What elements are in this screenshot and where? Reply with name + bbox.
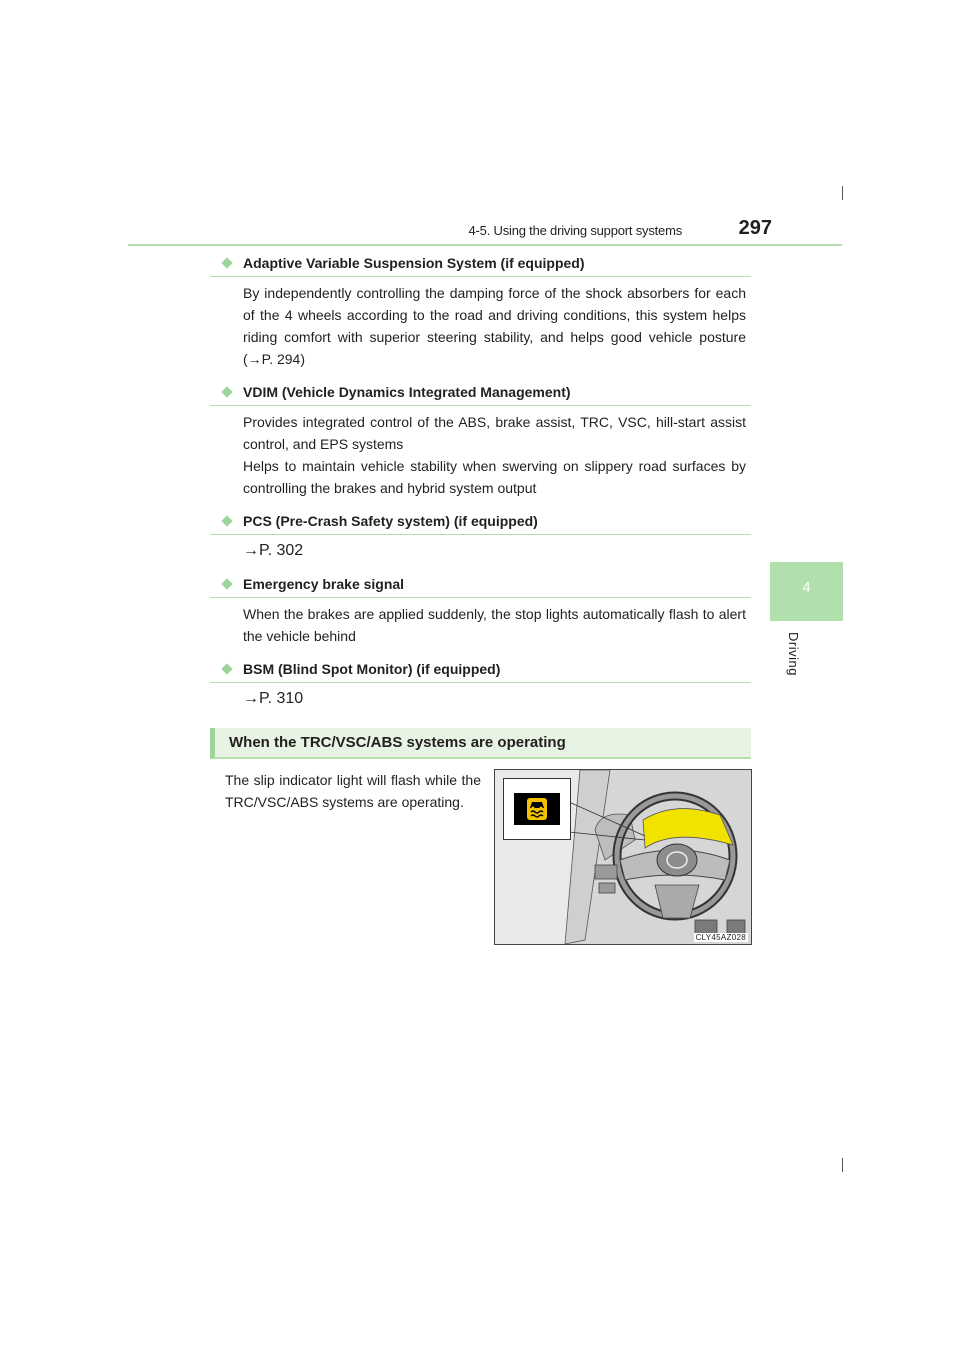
feature-description xyxy=(210,411,751,499)
feature-item xyxy=(210,508,751,562)
feature-heading xyxy=(210,571,751,598)
header-rule xyxy=(128,244,842,246)
crop-mark-top xyxy=(842,186,843,200)
figure-code: CLY45AZ028 xyxy=(695,933,746,942)
feature-heading xyxy=(210,379,751,406)
chapter-number: 4 xyxy=(802,579,811,596)
page-header xyxy=(128,214,842,246)
feature-heading-text: BSM (Blind Spot Monitor) (if equipped) xyxy=(243,661,501,677)
diamond-bullet-icon xyxy=(221,663,232,674)
section-title: 4-5. Using the driving support systems xyxy=(468,223,682,238)
crop-mark-bottom xyxy=(842,1158,843,1172)
section-heading: When the TRC/VSC/ABS systems are operating xyxy=(210,728,751,759)
feature-heading-text: Emergency brake signal xyxy=(243,576,405,592)
page-reference[interactable]: →P. 310 xyxy=(243,690,304,707)
dashboard-illustration xyxy=(494,769,752,945)
page-reference[interactable]: →P. 302 xyxy=(243,542,304,559)
diamond-bullet-icon xyxy=(221,386,232,397)
feature-heading xyxy=(210,508,751,535)
section-body xyxy=(210,769,751,959)
feature-heading-text: PCS (Pre-Crash Safety system) (if equipped) xyxy=(243,513,538,529)
feature-heading-text: VDIM (Vehicle Dynamics Integrated Management) xyxy=(243,384,571,400)
feature-item xyxy=(210,656,751,710)
diamond-bullet-icon xyxy=(221,578,232,589)
indicator-inset xyxy=(503,778,571,840)
chapter-label: Driving xyxy=(786,632,801,676)
section-text: The slip indicator light will flash while the TRC/VSC/ABS systems are operating. xyxy=(225,772,481,810)
description-line: Helps to maintain vehicle stability when swerving on slippery road surfaces by controlling the brakes and hybrid system output xyxy=(243,458,746,496)
diamond-bullet-icon xyxy=(221,257,232,268)
feature-item xyxy=(210,379,751,499)
feature-item xyxy=(210,250,751,370)
slip-indicator-icon xyxy=(525,797,549,821)
feature-heading-text: Adaptive Variable Suspension System (if equipped) xyxy=(243,255,585,271)
main-content xyxy=(210,250,751,959)
page-number: 297 xyxy=(738,217,772,239)
feature-description xyxy=(210,603,751,647)
description-line: When the brakes are applied suddenly, the stop lights automatically flash to alert the vehicle behind xyxy=(243,606,746,644)
feature-heading xyxy=(210,656,751,683)
feature-description xyxy=(210,282,751,370)
feature-item xyxy=(210,571,751,647)
feature-heading xyxy=(210,250,751,277)
slip-indicator xyxy=(514,793,560,825)
description-line: By independently controlling the damping force of the shock absorbers for each of the 4 wheels according to the road and driving conditions, this system helps riding comfort with superior steering stability, and helps good vehicle posture (→P. 294) xyxy=(243,285,746,367)
diamond-bullet-icon xyxy=(221,515,232,526)
chapter-tab xyxy=(770,562,843,621)
description-line: Provides integrated control of the ABS, brake assist, TRC, VSC, hill-start assist control, and EPS systems xyxy=(243,414,746,452)
